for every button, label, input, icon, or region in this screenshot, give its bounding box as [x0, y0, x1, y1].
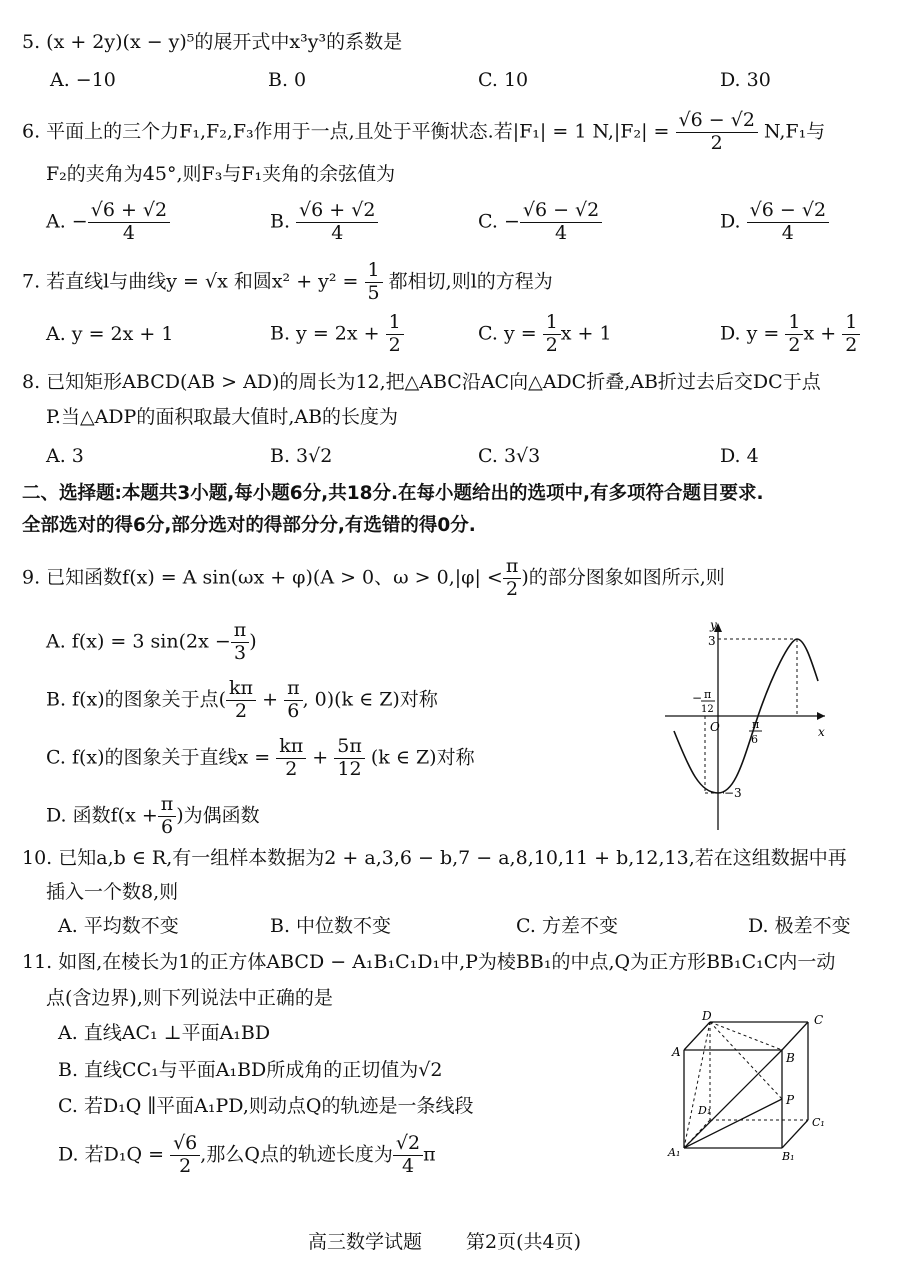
fraction-denominator: 6	[287, 699, 300, 722]
q11-cube-figure	[664, 1010, 854, 1170]
option-fraction	[520, 200, 602, 245]
right-tick-numerator: π	[752, 718, 760, 731]
q8-stem-b: P.当△ADP的面积取最大值时,AB的长度为	[46, 406, 399, 428]
edge-C1B1	[782, 1120, 808, 1148]
segment-DB	[710, 1022, 782, 1050]
q11-option-b: B. 直线CC₁与平面A₁BD所成角的正切值为√2	[58, 1059, 443, 1081]
fraction-numerator: kπ	[226, 678, 256, 701]
q6-option-b	[270, 200, 378, 245]
q6-stem-c: F₂的夹角为45°,则F₃与F₁夹角的余弦值为	[46, 163, 396, 185]
fraction-numerator: π	[503, 556, 522, 579]
fraction-denominator: 4	[401, 1154, 415, 1177]
option-text: B. y = 2x +	[270, 322, 386, 345]
max-label: 3	[708, 634, 716, 648]
q11-option-c: C. 若D₁Q ∥平面A₁PD,则动点Q的轨迹是一条线段	[58, 1095, 474, 1117]
option-text: π	[423, 1143, 436, 1166]
fraction-numerator: π	[231, 620, 250, 643]
option-fraction	[231, 620, 250, 665]
q5-option-b: B. 0	[268, 69, 307, 91]
q6-option-c	[478, 200, 602, 245]
q10-stem-b: 插入一个数8,则	[46, 881, 179, 903]
option-text: )	[249, 630, 257, 653]
fraction-numerator: √6	[170, 1133, 200, 1156]
q6-stem-line1	[22, 110, 825, 155]
fraction-denominator: 2	[845, 333, 858, 356]
q11-stem-b: 点(含边界),则下列说法中正确的是	[46, 987, 333, 1009]
q7-stem-a: 7. 若直线l与曲线y = √x 和圆x² + y² =	[22, 270, 359, 293]
option-label: B.	[270, 210, 297, 233]
option-text: B. f(x)的图象关于点(	[46, 688, 227, 711]
q5-option-d: D. 30	[720, 69, 771, 91]
q10-stem-a: 10. 已知a,b ∈ R,有一组样本数据为2 + a,3,6 − b,7 − a,8,10,11 + b,12,13,若在这组数据中再	[22, 847, 847, 869]
q7-stem-b: 都相切,则l的方程为	[388, 270, 553, 293]
origin-label: O	[710, 720, 720, 734]
vertex-D: D	[702, 1010, 712, 1023]
footer-page-number: 第2页(共4页)	[466, 1231, 582, 1253]
option-fraction	[158, 794, 177, 839]
option-fraction	[543, 312, 561, 357]
option-fraction	[88, 200, 170, 245]
option-fraction	[226, 678, 256, 723]
q10-option-c: C. 方差不变	[516, 915, 618, 937]
fraction-numerator: √6 − √2	[520, 200, 602, 223]
q5-option-a: A. −10	[50, 69, 116, 91]
option-fraction	[296, 200, 378, 245]
q8-stem-a: 8. 已知矩形ABCD(AB > AD)的周长为12,把△ABC沿AC向△ADC折叠,AB折过去后交DC于点	[22, 371, 821, 393]
option-label: C. −	[478, 210, 520, 233]
fraction-denominator: 4	[781, 221, 794, 244]
q7-fraction	[365, 260, 383, 305]
fraction-denominator: 4	[331, 221, 344, 244]
fraction-denominator: 4	[122, 221, 135, 244]
left-tick-sign: −	[692, 691, 703, 705]
fraction-denominator: 2	[179, 1154, 192, 1177]
fraction-denominator: 2	[234, 699, 248, 722]
fraction-numerator: π	[284, 678, 303, 701]
q9-stem-a: 9. 已知函数f(x) = A sin(ωx + φ)(A > 0、ω > 0,|φ| <	[22, 566, 503, 589]
fraction-numerator: √6 − √2	[676, 110, 758, 133]
vertex-C: C	[814, 1013, 824, 1027]
q9-option-a	[46, 620, 257, 665]
option-text: A. f(x) = 3 sin(2x −	[46, 630, 231, 653]
x-axis-label: x	[818, 725, 825, 739]
option-fraction	[747, 200, 829, 245]
q8-option-a: A. 3	[46, 445, 84, 467]
edge-DA	[684, 1022, 710, 1050]
fraction-denominator: 3	[233, 641, 247, 664]
q8-option-c: C. 3√3	[478, 445, 541, 467]
fraction-numerator: π	[158, 794, 177, 817]
q11-option-a: A. 直线AC₁ ⊥平面A₁BD	[58, 1022, 271, 1044]
fraction-denominator: 4	[555, 221, 568, 244]
option-fraction	[276, 736, 306, 781]
section-2-heading-line1: 二、选择题:本题共3小题,每小题6分,共18分.在每小题给出的选项中,有多项符合题目要求.	[22, 483, 764, 504]
q7-option-c	[478, 312, 612, 357]
point-P: P	[786, 1093, 795, 1107]
fraction-denominator: 6	[160, 815, 174, 838]
option-fraction	[170, 1133, 200, 1178]
option-text: x +	[803, 322, 843, 345]
fraction-numerator: √6 + √2	[296, 200, 378, 223]
fraction-numerator: √2	[393, 1133, 423, 1156]
option-text: ,那么Q点的轨迹长度为	[200, 1143, 393, 1166]
edge-CB	[782, 1022, 808, 1050]
vertex-C1: C₁	[812, 1116, 825, 1129]
footer-title: 高三数学试题	[308, 1231, 423, 1253]
segment-A1B	[684, 1050, 782, 1148]
q10-option-d: D. 极差不变	[748, 915, 851, 937]
q11-stem-a: 11. 如图,在棱长为1的正方体ABCD − A₁B₁C₁D₁中,P为棱BB₁的中点,Q为正方形BB₁C₁C内一动	[22, 951, 836, 973]
option-text: D. 函数f(x +	[46, 804, 158, 827]
q10-option-b: B. 中位数不变	[270, 915, 392, 937]
q6-f2-fraction	[676, 110, 758, 155]
y-axis-label: y	[710, 618, 717, 632]
q6-stem-b: N,F₁与	[763, 120, 826, 143]
fraction-denominator: 2	[710, 131, 723, 154]
q9-sine-graph	[660, 615, 860, 835]
fraction-numerator: 1	[386, 312, 404, 335]
q7-stem	[22, 260, 553, 305]
q6-option-a	[46, 200, 170, 245]
option-fraction	[386, 312, 404, 357]
q8-option-b: B. 3√2	[270, 445, 333, 467]
segment-DA1	[684, 1022, 710, 1148]
q7-option-a: A. y = 2x + 1	[46, 323, 174, 345]
q6-stem-a: 6. 平面上的三个力F₁,F₂,F₃作用于一点,且处于平衡状态.若|F₁| = 1 N,|F₂| =	[22, 120, 670, 143]
fraction-numerator: kπ	[276, 736, 306, 759]
option-text: +	[312, 746, 329, 769]
fraction-numerator: 5π	[334, 736, 365, 759]
left-tick-numerator: π	[704, 688, 712, 701]
q9-stem	[22, 556, 725, 601]
fraction-numerator: 1	[842, 312, 860, 335]
fraction-numerator: √6 − √2	[747, 200, 829, 223]
q9-option-b	[46, 678, 438, 723]
vertex-A: A	[672, 1045, 681, 1059]
q9-stem-fraction	[503, 556, 522, 601]
fraction-denominator: 2	[506, 577, 519, 600]
option-fraction	[842, 312, 860, 357]
q5-option-c: C. 10	[478, 69, 529, 91]
fraction-denominator: 2	[545, 333, 558, 356]
q6-option-d	[720, 200, 829, 245]
q9-stem-b: )的部分图象如图所示,则	[521, 566, 725, 589]
fraction-denominator: 2	[388, 333, 401, 356]
option-text: )为偶函数	[176, 804, 260, 827]
fraction-numerator: 1	[543, 312, 561, 335]
option-fraction	[284, 678, 303, 723]
right-tick-denominator: 6	[751, 733, 758, 746]
vertex-B1: B₁	[782, 1150, 795, 1163]
q7-option-d	[720, 312, 860, 357]
option-text: x + 1	[560, 322, 612, 345]
fraction-denominator: 5	[367, 281, 380, 304]
fraction-numerator: √6 + √2	[88, 200, 170, 223]
fraction-denominator: 12	[337, 757, 362, 780]
section-2-heading-line2: 全部选对的得6分,部分选对的得部分分,有选错的得0分.	[22, 515, 476, 536]
option-text: (k ∈ Z)对称	[370, 746, 475, 769]
q11-option-d	[58, 1133, 436, 1178]
q10-option-a: A. 平均数不变	[58, 915, 179, 937]
left-tick-denominator: 12	[701, 704, 714, 715]
option-label: A. −	[46, 210, 88, 233]
option-text: C. f(x)的图象关于直线x =	[46, 746, 271, 769]
option-fraction	[393, 1133, 423, 1178]
vertex-B: B	[786, 1051, 795, 1065]
option-fraction	[785, 312, 803, 357]
option-fraction	[334, 736, 365, 781]
fraction-denominator: 2	[788, 333, 801, 356]
q8-option-d: D. 4	[720, 445, 759, 467]
option-text: D. 若D₁Q =	[58, 1143, 165, 1166]
x-axis-arrow	[817, 712, 825, 720]
q5-stem: 5. (x + 2y)(x − y)⁵的展开式中x³y³的系数是	[22, 31, 403, 53]
q7-option-b	[270, 312, 404, 357]
option-label: D.	[720, 210, 747, 233]
vertex-D1: D₁	[698, 1104, 712, 1117]
option-text: C. y =	[478, 322, 543, 345]
fraction-numerator: 1	[785, 312, 803, 335]
fraction-numerator: 1	[365, 260, 383, 283]
option-text: D. y =	[720, 322, 786, 345]
q9-option-c	[46, 736, 475, 781]
vertex-A1: A₁	[668, 1146, 681, 1159]
option-text: , 0)(k ∈ Z)对称	[302, 688, 438, 711]
min-label: −3	[724, 786, 742, 800]
fraction-denominator: 2	[285, 757, 298, 780]
option-text: +	[262, 688, 279, 711]
q9-option-d	[46, 794, 260, 839]
